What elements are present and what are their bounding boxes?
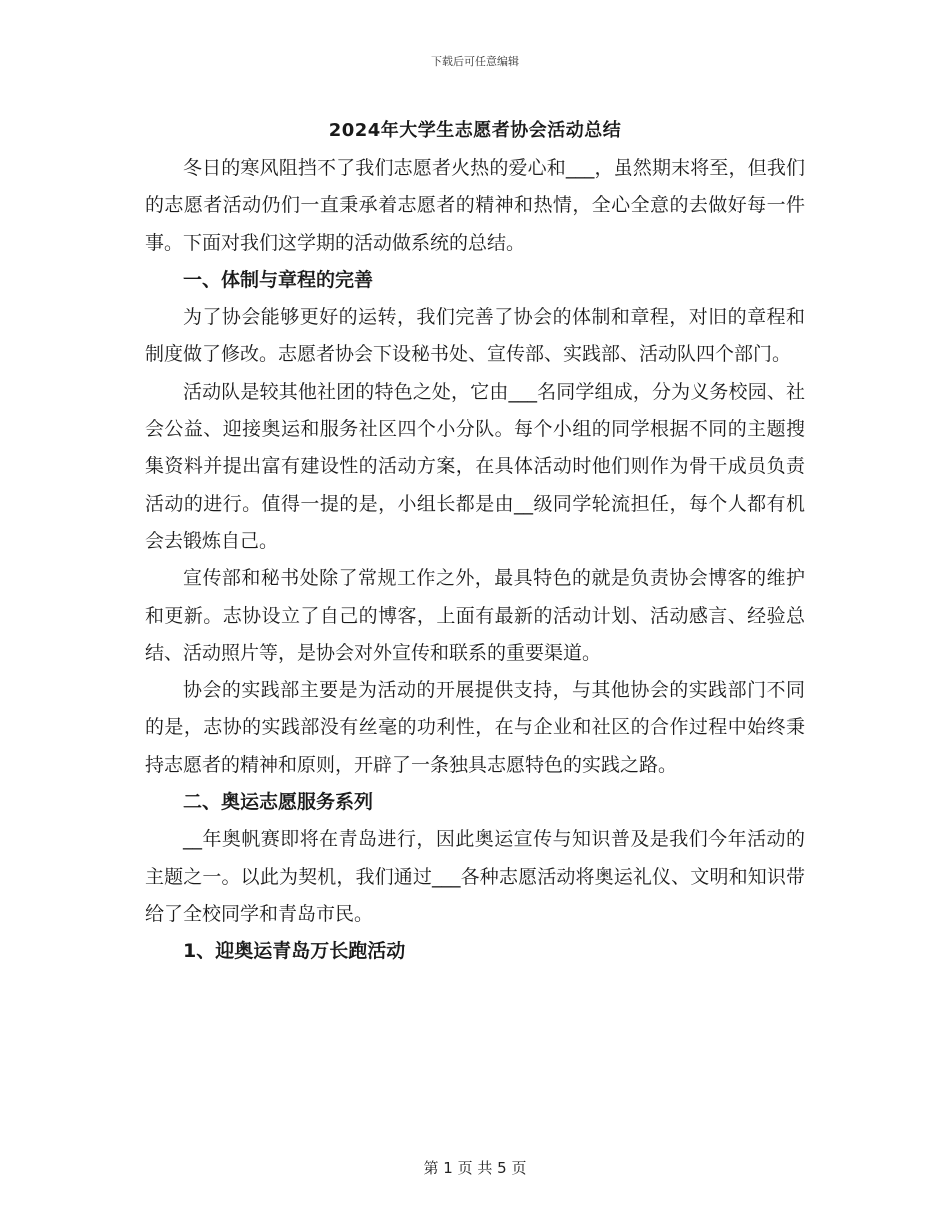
paragraph-intro: 冬日的寒风阻挡不了我们志愿者火热的爱心和___，虽然期末将至，但我们的志愿者活动仍们一直秉承着志愿者的精神和热情，全心全意的去做好每一件事。下面对我们这学期的活动做系统的总结。 bbox=[145, 157, 805, 254]
paragraph-structure: 为了协会能够更好的运转，我们完善了协会的体制和章程，对旧的章程和制度做了修改。志愿者协会下设秘书处、宣传部、实践部、活动队四个部门。 bbox=[145, 306, 805, 366]
paragraph-practice: 协会的实践部主要是为活动的开展提供支持，与其他协会的实践部门不同的是，志协的实践部没有丝毫的功利性，在与企业和社区的合作过程中始终秉持志愿者的精神和原则，开辟了一条独具志愿特色的实践之路。 bbox=[145, 679, 805, 776]
paragraph-activity-team: 活动队是较其他社团的特色之处，它由___名同学组成，分为义务校园、社会公益、迎接奥运和服务社区四个小分队。每个小组的同学根据不同的主题搜集资料并提出富有建设性的活动方案，在具体活动时他们则作为骨干成员负责活动的进行。值得一提的是，小组长都是由__级同学轮流担任，每个人都有机会去锻炼自己。 bbox=[145, 380, 805, 552]
document-body bbox=[145, 150, 805, 971]
section-heading-1: 一、体制与章程的完善 bbox=[183, 268, 374, 291]
paragraph-publicity: 宣传部和秘书处除了常规工作之外，最具特色的就是负责协会博客的维护和更新。志协设立了自己的博客，上面有最新的活动计划、活动感言、经验总结、活动照片等，是协会对外宣传和联系的重要渠道。 bbox=[145, 567, 805, 664]
header-note: 下载后可任意编辑 bbox=[431, 55, 519, 68]
section-heading-2: 二、奥运志愿服务系列 bbox=[183, 791, 374, 814]
page-footer: 第 1 页 共 5 页 bbox=[423, 1159, 527, 1177]
subsection-heading-1: 1、迎奥运青岛万长跑活动 bbox=[183, 940, 406, 963]
document-title: 2024年大学生志愿者协会活动总结 bbox=[328, 120, 622, 141]
paragraph-olympics: __年奥帆赛即将在青岛进行，因此奥运宣传与知识普及是我们今年活动的主题之一。以此为契机，我们通过___各种志愿活动将奥运礼仪、文明和知识带给了全校同学和青岛市民。 bbox=[145, 828, 805, 925]
